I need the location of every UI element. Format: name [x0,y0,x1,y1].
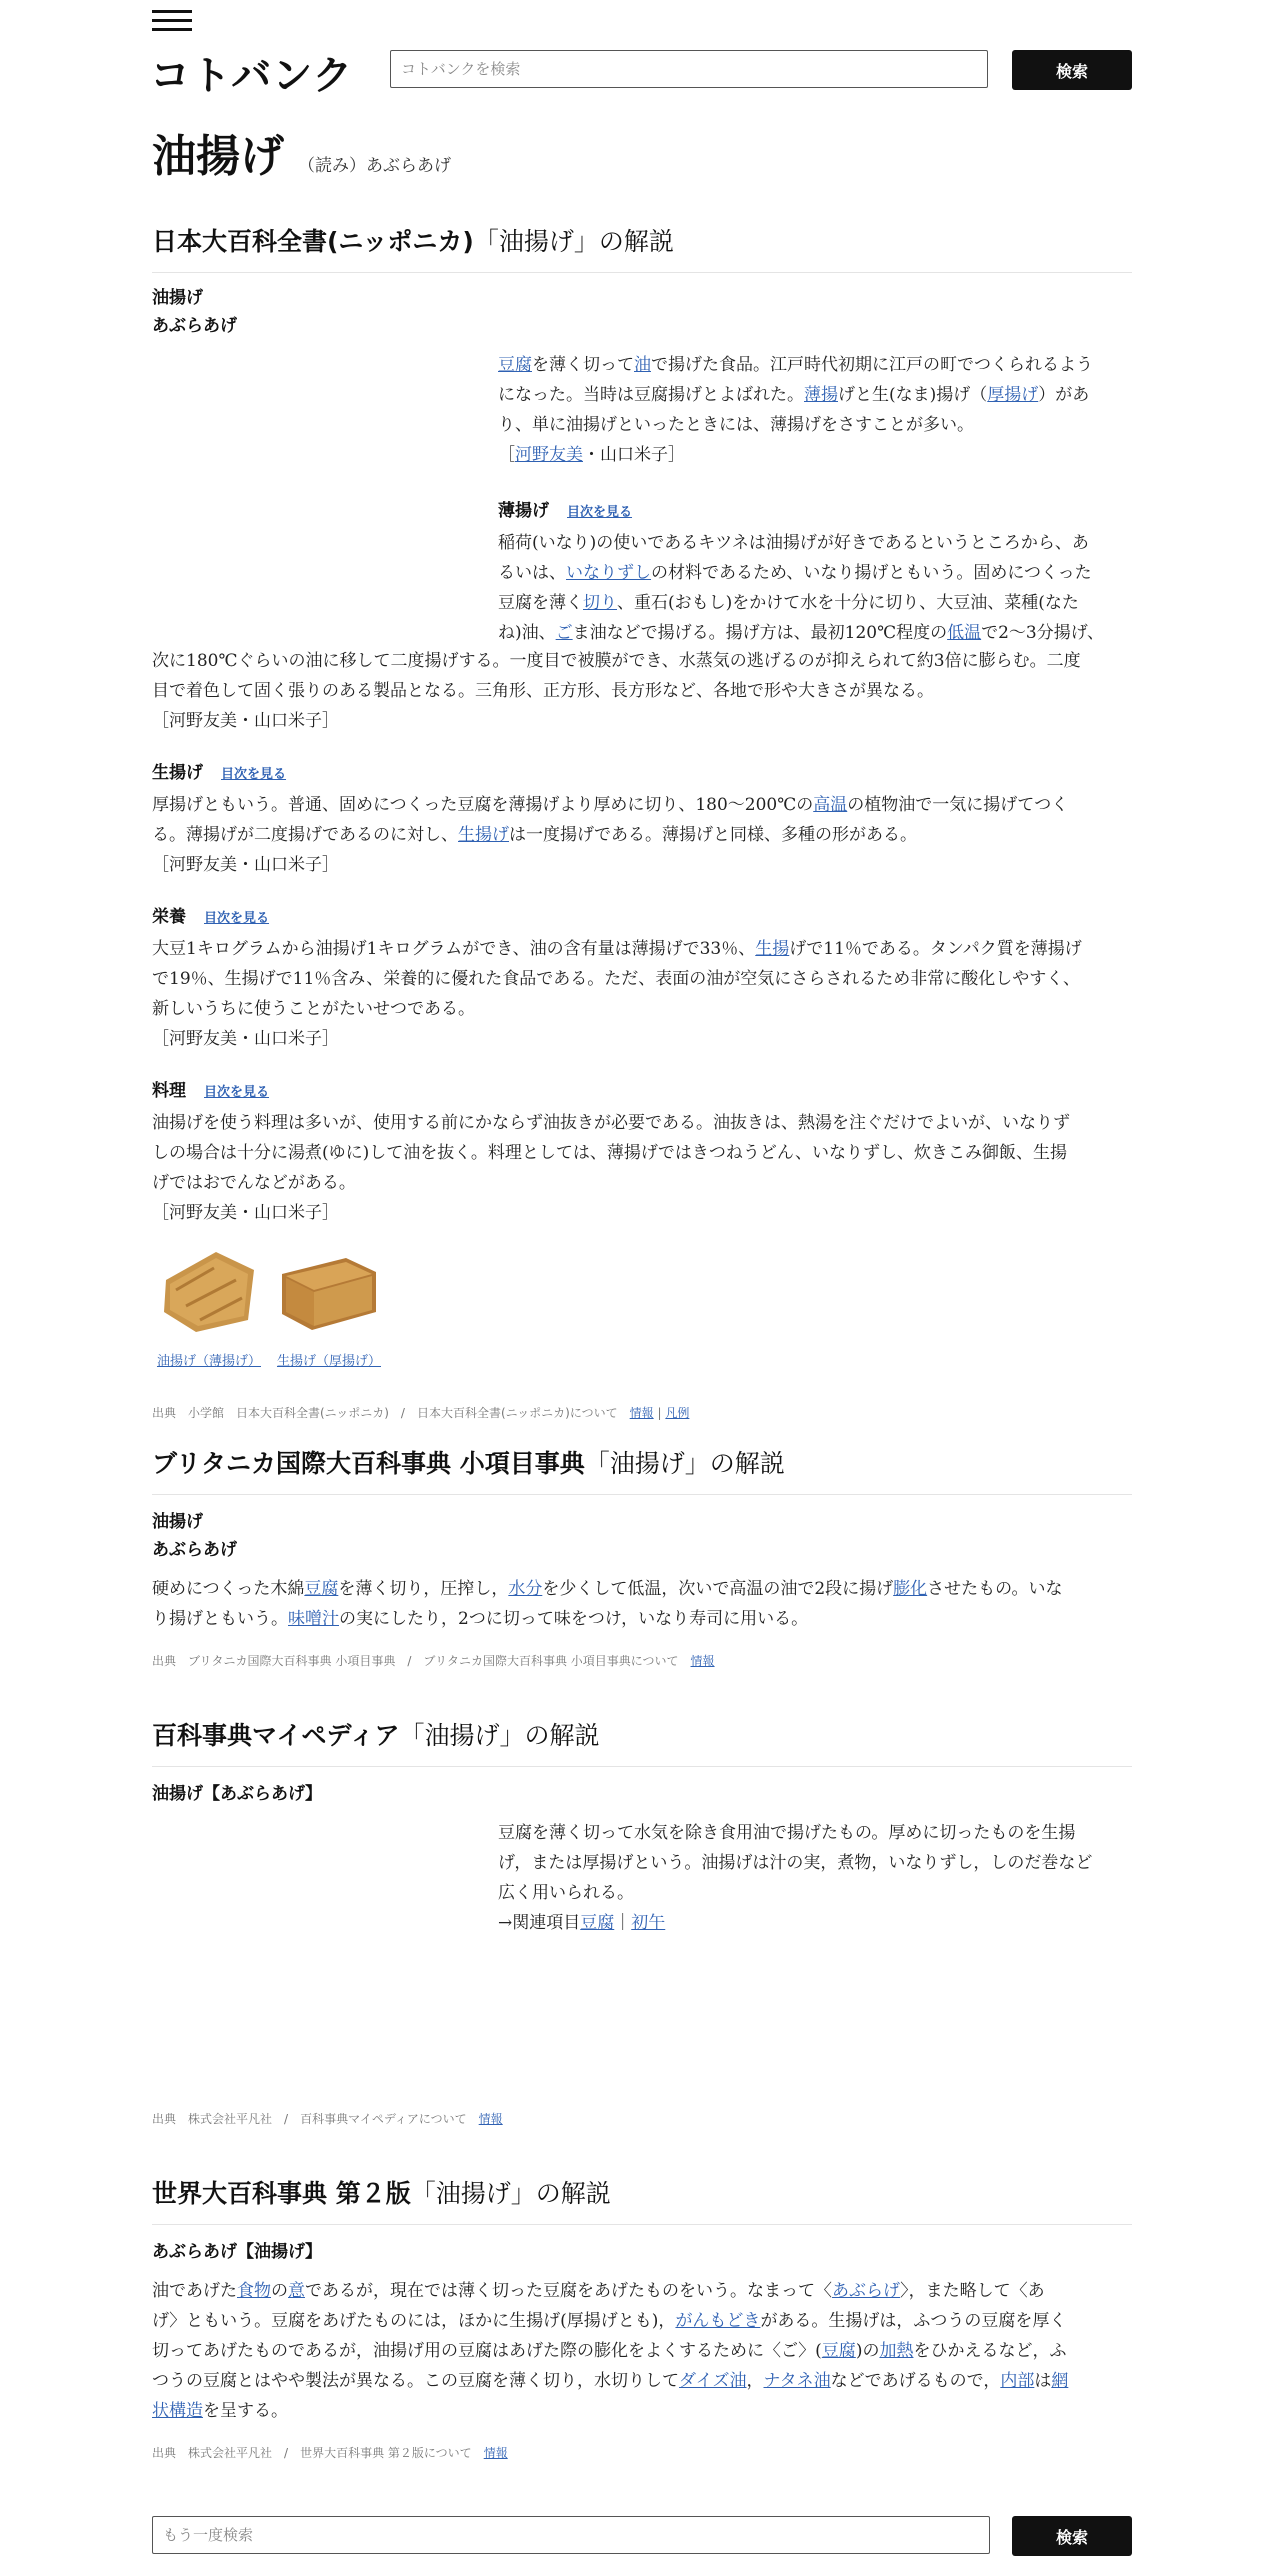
subsection-eiyou: 栄養 目次を見る 大豆1キログラムから油揚げ1キログラムができ、油の含有量は薄揚げで33％、生揚げで11％である。タンパク質を薄揚げ で19％、生揚げで11％含み、栄養的に優れた食品である。ただ、表面の油が空気にさらされるため非常に酸化しやすく、 新しいうちに使うことがたいせつである。 ［河野友美・山口米子］ [152,907,1082,1049]
link-namaage[interactable]: 生揚げ [458,825,509,845]
sekai-body: 油であげた食物の意であるが，現在では薄く切った豆腐をあげたものをいう。なまって〈あぶらげ〉，また略して〈あ げ〉ともいう。豆腐をあげたものには，ほかに生揚げ(厚揚げとも)，がんもどきがある。生揚げは，ふつうの豆腐を厚く 切ってあげたものであるが，油揚げ用の豆腐はあげた際の膨化をよくするために〈ご〉(豆腐)の加熱をひかえるなど，ふ つうの豆腐とはやや製法が異なる。この豆腐を薄く切り，水切りしてダイズ油，ナタネ油などであげるもので，内部は網 状構造を呈する。 [152,2281,1069,2421]
headword-reading: （読み）あぶらあげ [298,156,451,176]
link-tofu[interactable]: 豆腐 [304,1579,339,1599]
entry-title: あぶらあげ【油揚げ】 [152,2242,322,2262]
search-input[interactable] [390,50,988,88]
info-link[interactable]: 情報 [629,1406,654,1420]
link-aburage[interactable]: あぶらげ [832,2281,901,2301]
subsection-namaage: 生揚げ 目次を見る 厚揚げともいう。普通、固めにつくった豆腐を薄揚げより厚めに切り、180～200℃の高温の植物油で一気に揚げてつく る。薄揚げが二度揚げであるのに対し、生揚げは一度揚げである。薄揚げと同様、多種の形がある。 ［河野友美・山口米子］ [152,763,1069,875]
link-mojo[interactable]: 網 [1051,2371,1069,2391]
link-daizuyu[interactable]: ダイズ油 [679,2371,747,2391]
page-title [152,120,451,184]
image-gallery [156,1240,382,1369]
link-author[interactable]: 河野友美 [515,445,583,465]
caption-atsuage[interactable]: 生揚げ（厚揚げ） [276,1354,381,1369]
caption-usuage[interactable]: 油揚げ（薄揚げ） [156,1354,261,1369]
link-oil[interactable]: 油 [634,355,651,375]
entry-reading: あぶらあげ [152,316,237,336]
toc-link[interactable]: 目次を見る [204,911,270,926]
section-britannica [152,1444,1132,1495]
related-hatsuuma[interactable]: 初午 [631,1913,666,1933]
link-natanayu[interactable]: ナタネ油 [763,2371,831,2391]
info-link[interactable]: 情報 [478,2112,503,2126]
search-button[interactable]: 検索 [1012,50,1132,90]
section-title: 日本大百科全書(ニッポニカ)「油揚げ」の解説 [152,222,1132,273]
link-kouon[interactable]: 高温 [813,795,848,815]
subsection-title: 薄揚げ [498,501,549,521]
headword: 油揚げ [152,131,284,182]
section-nipponica [152,222,1132,273]
section-title: ブリタニカ国際大百科事典 小項目事典「油揚げ」の解説 [152,1444,1132,1495]
page: コトバンク コトバンクを検索 検索 油揚げ （読み）あぶらあげ 日本大百科全書(ニッポニカ)「油揚げ」の解説 油揚げ あぶらあげ 豆腐を薄く切って油で揚げた食品。江戸時代初期に江戸の町でつくられるよう になった。当時は豆腐揚げとよばれた。薄揚げと生(なま)揚げ（厚揚げ）があ り、単に油揚げといったときには、薄揚げをさすことが多い。 ［河野友美・山口米子］ 薄揚げ 目次を見る 稲荷(いなり)の使いであるキツネは油揚げが好きであるというところから、あ るいは、いなりずしの材料であるため、いなり揚げともいう。固めにつくった 豆腐を薄く切り、重石(おもし)をかけて水を十分に切り、大豆油、菜種(なた ね)油、ごま油などで揚げる。揚げ方は、最初120℃程度の低温で2～3分揚げ、 次に180℃ぐらいの油に移して二度揚げする。一度目で被膜ができ、水蒸気の逃げるのが抑えられて約3倍に膨らむ。二度 目で着色して固く張りのある製品となる。三角形、正方形、長方形など、各地で形や大きさが異なる。 ［河野友美・山口米子］ 生揚げ 目次を見る 厚揚げともいう。普通、固めにつくった豆腐を薄揚げより厚めに切り、180～200℃の高温の植物油で一気に揚げてつく る。薄揚げが二度揚げであるのに対し、生揚げは一度揚げである。薄揚げと同様、多種の形がある。 ［河野友美・山口米子］ 栄養 目次を見る 大豆1キログラムから油揚げ1キログラムができ、油の含有量は薄揚げで33％、生揚げで11％である。タンパク質を薄揚げ で19％、生揚げで11％含み、栄養的に優れた食品である。ただ、表面の油が空気にさらされるため非常に酸化しやすく、 新しいうちに使うことがたいせつである。 ［河野友美・山口米子］ 料理 目次を見る 油揚げを使う料理は多いが、使用する前にかならず油抜きが必要である。油抜きは、熱湯を注ぐだけでよいが、いなりず しの場合は十分に湯煮(ゆに)して油を抜く。料理としては、薄揚げではきつねうどん、いなりずし、炊きこみ御飯、生揚 げではおでんなどがある。 ［河野友美・山口米子］ 油揚げ（薄揚げ） 生揚げ（厚揚げ） 出典 小学館 日本大百科全書(ニッポニカ) / 日本大百科全書(ニッポニカ)について 情報 | 凡例 ブリタニカ国際大百科事典 小項目事典「油揚げ」の解説 油揚げ あぶらあげ 硬めにつくった木綿豆腐を薄く切り，圧搾し，水分を少くして低温，次いで高温の油で2段に揚げ膨化させたもの。いな り揚げともいう。味噌汁の実にしたり，2つに切って味をつけ，いなり寿司に用いる。 出典 ブリタニカ国際大百科事典 小項目事典 / ブリタニカ国際大百科事典 小項目事典について 情報 百科事典マイペディア「油揚げ」の解説 油揚げ【あぶらあげ】 豆腐を薄く切って水気を除き食用油で揚げたもの。厚めに切ったものを生揚 げ，または厚揚げという。油揚げは汁の実，煮物，いなりずし，しのだ巻など 広く用いられる。 →関連項目豆腐｜初午 出典 株式会社平凡社 / 百科事典マイペディアについて 情報 世界大百科事典 第２版「油揚げ」の解説 あぶらあげ【油揚げ】 油であげた食物の意であるが，現在では薄く切った豆腐をあげたものをいう。なまって〈あぶらげ〉，また略して〈あ げ〉ともいう。豆腐をあげたものには，ほかに生揚げ(厚揚げとも)，がんもどきがある。生揚げは，ふつうの豆腐を厚く 切ってあげたものであるが，油揚げ用の豆腐はあげた際の膨化をよくするために〈ご〉(豆腐)の加熱をひかえるなど，ふ つうの豆腐とはやや製法が異なる。この豆腐を薄く切り，水切りしてダイズ油，ナタネ油などであげるもので，内部は網 状構造を呈する。 出典 株式会社平凡社 / 世界大百科事典 第２版について 情報 もう一度検索 検索 [0,0,1284,2568]
subsection-title: 料理 [152,1081,186,1101]
toc-link[interactable]: 目次を見る [221,767,287,782]
entry-heading [152,1780,1132,1808]
link-namaage-2[interactable]: 生揚 [755,939,790,959]
link-usuage[interactable]: 薄揚 [804,385,838,405]
source-nipponica: 出典 小学館 日本大百科全書(ニッポニカ) / 日本大百科全書(ニッポニカ)について 情報 | 凡例 [152,1406,690,1420]
usuage-photo[interactable] [156,1240,262,1340]
image-atsuage[interactable] [276,1240,382,1369]
section-title: 世界大百科事典 第２版「油揚げ」の解説 [152,2174,1132,2225]
section-mypedia [152,1716,1132,1767]
subsection-title: 生揚げ [152,763,203,783]
link-misoshiru[interactable]: 味噌汁 [288,1609,339,1629]
link-ganmodoki[interactable]: がんもどき [675,2311,761,2331]
link-teion[interactable]: 低温 [947,623,982,643]
entry-title: 油揚げ [152,288,203,308]
entry-heading [152,2238,1132,2266]
link-goma[interactable]: ご [555,623,573,643]
link-mojokouzou[interactable]: 状構造 [152,2401,203,2421]
entry-title: 油揚げ【あぶらあげ】 [152,1784,322,1804]
related-tofu[interactable]: 豆腐 [580,1913,615,1933]
hanrei-link[interactable]: 凡例 [665,1406,690,1420]
link-i[interactable]: 意 [288,2281,305,2301]
section-sekai [152,2174,1132,2225]
entry-title: 油揚げ [152,1512,203,1532]
info-link[interactable]: 情報 [483,2446,508,2460]
link-bouka[interactable]: 膨化 [893,1579,928,1599]
research-input[interactable] [152,2516,990,2554]
entry-heading [152,1508,1132,1564]
link-tofu-2[interactable]: 豆腐 [821,2341,856,2361]
entry-reading: あぶらあげ [152,1540,237,1560]
subsection-title: 栄養 [152,907,186,927]
link-naibu[interactable]: 内部 [1000,2371,1035,2391]
link-kanetsu[interactable]: 加熱 [879,2341,914,2361]
research-button[interactable]: 検索 [1012,2516,1132,2556]
britannica-body: 硬めにつくった木綿豆腐を薄く切り，圧搾し，水分を少くして低温，次いで高温の油で2段に揚げ膨化させたもの。いな り揚げともいう。味噌汁の実にしたり，2つに切って味をつけ，いなり寿司に用いる。 [152,1579,1063,1629]
atsuage-photo[interactable] [276,1240,382,1340]
section-title: 百科事典マイペディア「油揚げ」の解説 [152,1716,1132,1767]
header-search [390,50,1132,90]
toc-link[interactable]: 目次を見る [567,505,633,520]
info-link[interactable]: 情報 [690,1654,715,1668]
subsection-ryouri: 料理 目次を見る 油揚げを使う料理は多いが、使用する前にかならず油抜きが必要である。油抜きは、熱湯を注ぐだけでよいが、いなりず しの場合は十分に湯煮(ゆに)して油を抜く。料理としては、薄揚げではきつねうどん、いなりずし、炊きこみ御飯、生揚 げではおでんなどがある。 ［河野友美・山口米子］ [152,1081,1070,1223]
link-shokumotsu[interactable]: 食物 [237,2281,271,2301]
entry-heading [152,284,1132,340]
footer-search [152,2516,1132,2556]
source-sekai: 出典 株式会社平凡社 / 世界大百科事典 第２版について 情報 [152,2446,508,2460]
menu-icon[interactable] [152,10,192,34]
source-mypedia: 出典 株式会社平凡社 / 百科事典マイペディアについて 情報 [152,2112,503,2126]
link-atsuage[interactable]: 厚揚げ [987,385,1039,405]
link-suibun[interactable]: 水分 [508,1579,543,1599]
toc-link[interactable]: 目次を見る [204,1085,270,1100]
image-usuage[interactable] [156,1240,262,1369]
site-logo[interactable]: コトバンク [150,53,354,99]
source-britannica: 出典 ブリタニカ国際大百科事典 小項目事典 / ブリタニカ国際大百科事典 小項目事典について 情報 [152,1654,715,1668]
link-inarizushi[interactable]: いなりずし [566,563,651,583]
link-tofu[interactable]: 豆腐 [498,355,532,375]
link-kiri[interactable]: 切り [583,593,617,613]
